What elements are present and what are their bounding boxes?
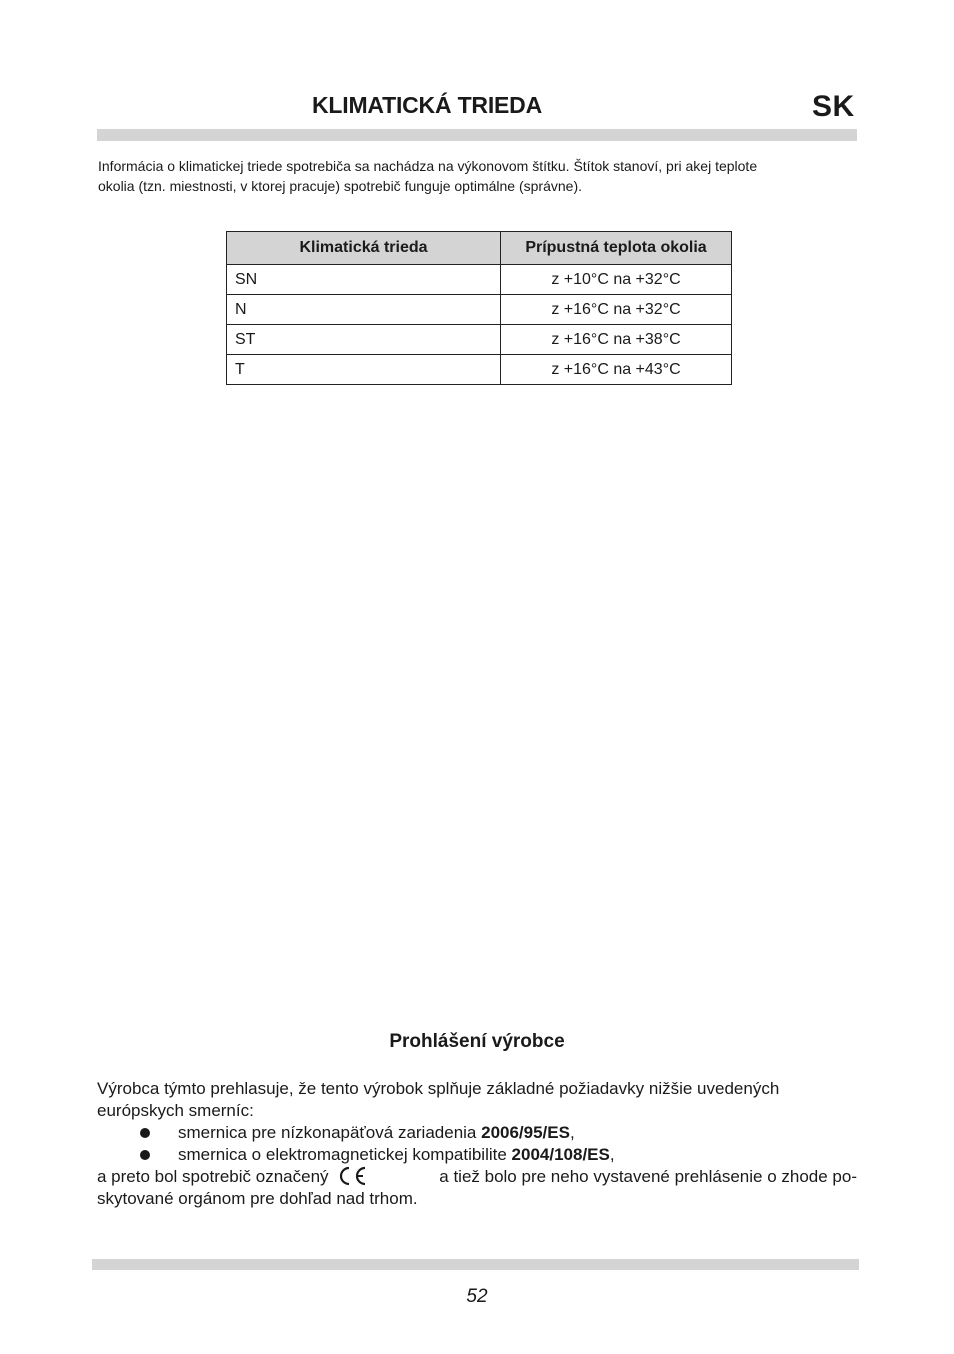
declaration-line-4: skytované orgánom pre dohľad nad trhom. bbox=[97, 1188, 418, 1208]
header-divider bbox=[97, 129, 857, 141]
declaration-paragraph-2 bbox=[97, 1166, 857, 1209]
directive-suffix: , bbox=[569, 1123, 575, 1142]
table-row bbox=[227, 265, 732, 295]
declaration-title: Prohlášení výrobce bbox=[389, 1031, 565, 1052]
table-row bbox=[227, 355, 732, 385]
page-title: KLIMATICKÁ TRIEDA bbox=[312, 92, 542, 118]
climate-class-table bbox=[226, 231, 732, 385]
marking-text-before: a preto bol spotrebič označený bbox=[97, 1167, 329, 1186]
cell-temperature: z +10°C na +32°C bbox=[501, 265, 732, 295]
header-permitted-temperature: Prípustná teplota okolia bbox=[501, 232, 732, 265]
cell-class: ST bbox=[227, 325, 501, 355]
cell-temperature: z +16°C na +38°C bbox=[501, 325, 732, 355]
directive-text: smernica pre nízkonapäťová zariadenia bbox=[178, 1123, 482, 1142]
table-header-row bbox=[227, 232, 732, 265]
declaration-paragraph-1 bbox=[97, 1078, 857, 1121]
bullet-icon bbox=[140, 1150, 150, 1160]
header-climate-class: Klimatická trieda bbox=[227, 232, 501, 265]
footer-divider bbox=[92, 1259, 859, 1270]
directive-text: smernica o elektromagnetickej kompatibilite bbox=[178, 1145, 512, 1164]
table-row bbox=[227, 295, 732, 325]
table-row bbox=[227, 325, 732, 355]
language-code: SK bbox=[812, 90, 855, 123]
cell-temperature: z +16°C na +32°C bbox=[501, 295, 732, 325]
cell-class: N bbox=[227, 295, 501, 325]
page-number: 52 bbox=[466, 1286, 488, 1307]
directive-suffix: , bbox=[609, 1145, 615, 1164]
declaration-line-2: európskych smerníc: bbox=[97, 1100, 254, 1120]
intro-paragraph bbox=[98, 157, 868, 196]
marking-text-after: a tiež bolo pre neho vystavené prehlásenie o zhode po- bbox=[439, 1167, 857, 1186]
declaration-line-1: Výrobca týmto prehlasuje, že tento výrobok splňuje základné požiadavky nižšie uvedených bbox=[97, 1079, 780, 1098]
intro-line-1: Informácia o klimatickej triede spotrebiča sa nachádza na výkonovom štítku. Štítok stanoví, pri akej teplote bbox=[98, 158, 758, 174]
directive-code: 2006/95/ES bbox=[481, 1123, 570, 1142]
intro-line-2: okolia (tzn. miestnosti, v ktorej pracuje) spotrebič funguje optimálne (správne). bbox=[98, 177, 582, 194]
cell-temperature: z +16°C na +43°C bbox=[501, 355, 732, 385]
cell-class: SN bbox=[227, 265, 501, 295]
declaration-line-3 bbox=[97, 1166, 857, 1188]
directive-code: 2004/108/ES bbox=[511, 1145, 610, 1164]
cell-class: T bbox=[227, 355, 501, 385]
ce-mark-icon bbox=[337, 1166, 367, 1186]
bullet-icon bbox=[140, 1128, 150, 1138]
